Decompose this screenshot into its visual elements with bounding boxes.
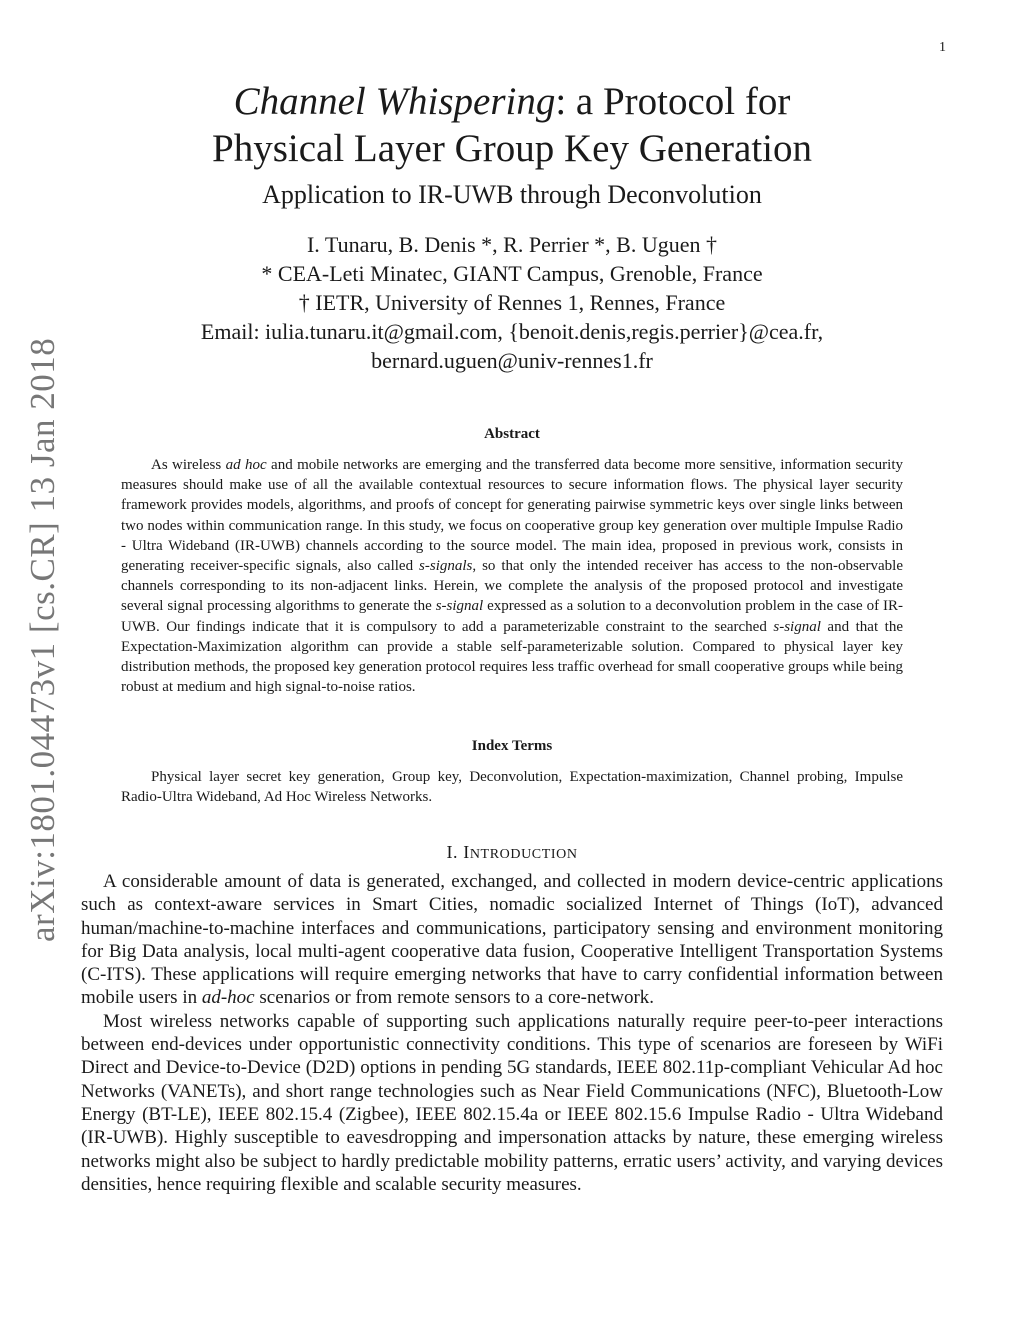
index-terms-text: Physical layer secret key generation, Group key, Deconvolution, Expectation-maximization, Channel probing, Impulse Radio-Ultra Wideband, Ad Hoc Wireless Networks. <box>121 769 903 806</box>
abstract-text-part: and mobile networks are emerging and the transferred data become more sensitive, information security measures should make use of all the available contextual resources to secure information flows. The physical layer security framework provides models, algorithms, and proofs of concept for generating pairwise symmetric keys over single links between two nodes within communication range. In this study, we focus on cooperative group key generation over multiple Impulse Radio - Ultra Wideband (IR-UWB) channels according to the source model. The main idea, proposed in previous work, consists in generating receiver-specific signals, also called <box>121 457 903 575</box>
paper-header <box>100 78 924 375</box>
abstract-text-part: and that the Expectation-Maximization algorithm can provide a stable self-parameterizable solution. Compared to physical layer key distribution methods, the proposed key generation protocol requires less traffic overhead for small cooperative groups while being robust at medium and high signal-to-noise ratios. <box>121 618 903 696</box>
introduction-heading <box>81 842 943 863</box>
index-terms-heading: Index Terms <box>471 738 553 754</box>
email-line-1: Email: iulia.tunaru.it@gmail.com, {benoit.denis,regis.perrier}@cea.fr, <box>200 319 824 344</box>
title-italic-part: Channel Whispering <box>233 80 556 123</box>
intro-paragraph-1 <box>81 870 943 1010</box>
abstract-italic-adhoc: ad hoc <box>225 457 267 473</box>
index-terms-section <box>121 738 903 807</box>
title-first-line-rest: : a Protocol for <box>555 80 791 123</box>
section-numeral: I. <box>446 842 464 862</box>
abstract-text-part: , so that only the intended receiver has access to the non-observable channels corresponding to its non-adjacent links. Herein, we complete the analysis of the proposed protocol and investigate several signal processing algorithms to generate the <box>121 558 903 615</box>
intro-italic-adhoc: ad-hoc <box>201 987 255 1009</box>
title-second-line: Physical Layer Group Key Generation <box>212 127 812 170</box>
affiliation-cea: * CEA-Leti Minatec, GIANT Campus, Grenoble, France <box>261 261 763 286</box>
paper-subtitle: Application to IR-UWB through Deconvolution <box>262 180 762 209</box>
arxiv-identifier: arXiv:1801.04473v1 [cs.CR] 13 Jan 2018 <box>23 337 62 942</box>
abstract-text-part: As wireless <box>151 457 226 473</box>
section-heading-initial: I <box>463 842 470 862</box>
paper-title <box>100 78 924 172</box>
abstract-italic-ssignals: s-signals <box>419 558 473 575</box>
intro-paragraph-2: Most wireless networks capable of supporting such applications naturally require peer-to-peer interactions between end-devices under opportunistic connectivity conditions. This type of scenarios are foreseen by WiFi Direct and Device-to-Device (D2D) options in pending 5G standards, IEEE 802.11p-compliant Vehicular Ad hoc Networks (VANETs), and short range technologies such as Near Field Communications (NFC), Bluetooth-Low Energy (BT-LE), IEEE 802.15.4 (Zigbee), IEEE 802.15.4a or IEEE 802.15.6 Impulse Radio - Ultra Wideband (IR-UWB). Highly susceptible to eavesdropping and impersonation attacks by nature, these emerging wireless networks might also be subject to hardly predictable mobility patterns, erratic users’ activity, and varying devices densities, hence requiring flexible and scalable security measures. <box>81 1010 943 1195</box>
abstract-italic-ssignal: s-signal <box>435 598 484 615</box>
abstract-text-part: expressed as a solution to a deconvolution problem in the case of IR-UWB. Our findings indicate that it is compulsory to add a parameterizable constraint to the searched <box>121 598 904 635</box>
email-line-2: bernard.uguen@univ-rennes1.fr <box>371 348 653 373</box>
abstract-section <box>121 426 903 697</box>
intro-text-part: scenarios or from remote sensors to a core-network. <box>254 987 655 1009</box>
abstract-paragraph <box>121 455 903 697</box>
page-number: 1 <box>939 40 946 55</box>
affiliation-ietr: † IETR, University of Rennes 1, Rennes, France <box>298 290 726 315</box>
introduction-body <box>81 870 943 1196</box>
abstract-heading: Abstract <box>484 426 540 442</box>
author-block <box>100 230 924 375</box>
author-names: I. Tunaru, B. Denis *, R. Perrier *, B. Uguen † <box>306 232 718 257</box>
section-heading-rest: NTRODUCTION <box>469 847 578 862</box>
abstract-italic-ssignal: s-signal <box>773 618 821 635</box>
intro-text-part: A considerable amount of data is generated, exchanged, and collected in modern device-centric applications such as context-aware services in Smart Cities, nomadic socialized Internet of Things (IoT), advanced human/machine-to-machine interfaces and communications, participatory sensing and environment monitoring for Big Data analysis, local multi-agent cooperative data fusion, Cooperative Intelligent Transportation Systems (C-ITS). These applications will require emerging networks that have to carry confidential information between mobile users in <box>81 871 943 1009</box>
